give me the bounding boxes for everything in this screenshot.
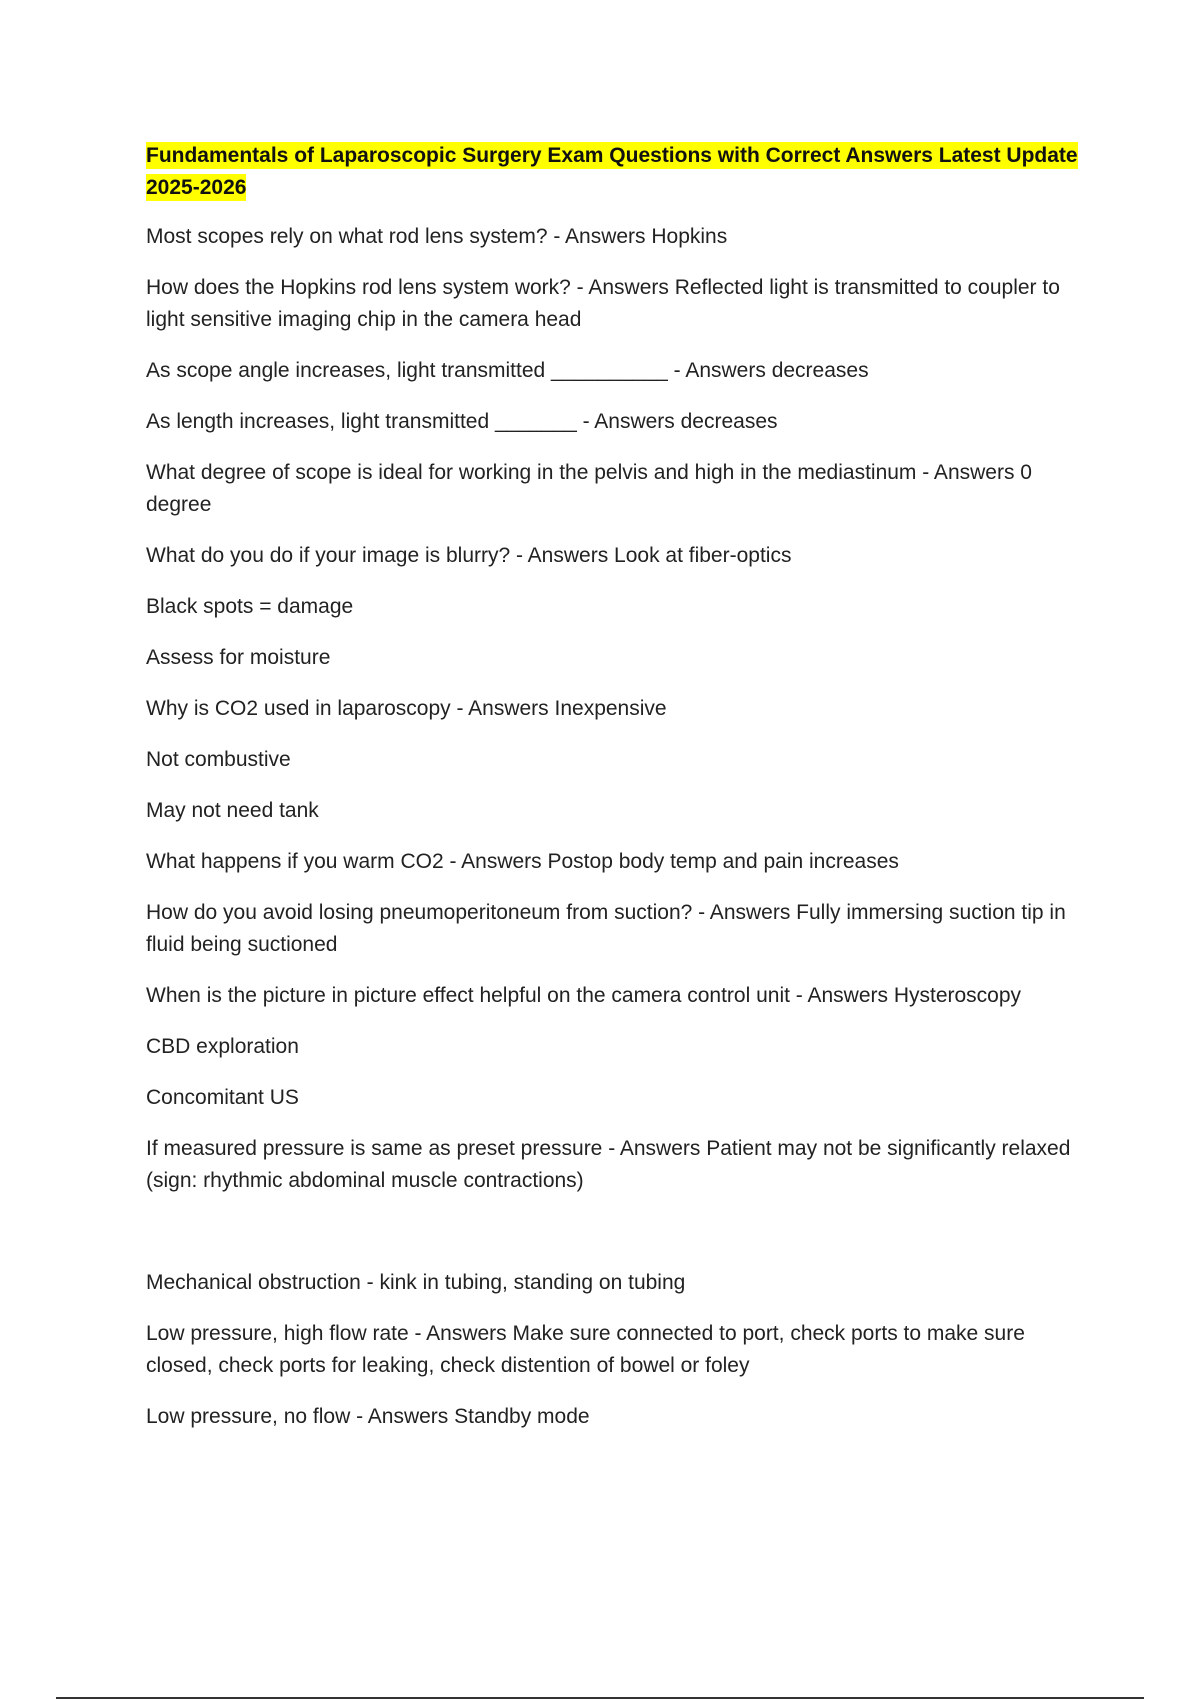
qa-paragraph: What do you do if your image is blurry? - Answers Look at fiber-optics	[146, 544, 792, 567]
qa-paragraph: Assess for moisture	[146, 646, 331, 669]
qa-paragraph: Mechanical obstruction - kink in tubing, standing on tubing	[146, 1271, 686, 1294]
qa-paragraph: What happens if you warm CO2 - Answers Postop body temp and pain increases	[146, 850, 899, 873]
qa-paragraph: Low pressure, no flow - Answers Standby mode	[146, 1405, 590, 1428]
document-title	[146, 140, 1086, 204]
qa-paragraph: Why is CO2 used in laparoscopy - Answers Inexpensive	[146, 697, 667, 720]
qa-paragraph: What degree of scope is ideal for working in the pelvis and high in the mediastinum - Answers 0 degree	[146, 461, 1038, 516]
qa-paragraph: Concomitant US	[146, 1086, 299, 1109]
qa-paragraph: As length increases, light transmitted _______ - Answers decreases	[146, 410, 778, 433]
qa-paragraph: How do you avoid losing pneumoperitoneum from suction? - Answers Fully immersing suction tip in fluid being suctioned	[146, 901, 1072, 956]
document-page	[146, 140, 1086, 1452]
qa-paragraph: As scope angle increases, light transmitted __________ - Answers decreases	[146, 359, 869, 382]
footer-divider	[56, 1697, 1144, 1699]
qa-paragraph: When is the picture in picture effect helpful on the camera control unit - Answers Hysteroscopy	[146, 984, 1022, 1007]
qa-paragraph: Most scopes rely on what rod lens system? - Answers Hopkins	[146, 225, 728, 248]
qa-paragraph: Black spots = damage	[146, 595, 354, 618]
qa-paragraph: May not need tank	[146, 799, 319, 822]
qa-paragraph: How does the Hopkins rod lens system work? - Answers Reflected light is transmitted to coupler to light sensitive imaging chip in the camera head	[146, 276, 1066, 331]
qa-paragraph: Low pressure, high flow rate - Answers Make sure connected to port, check ports to make sure closed, check ports for leaking, check distention of bowel or foley	[146, 1322, 1031, 1377]
qa-paragraph: Not combustive	[146, 748, 291, 771]
qa-paragraph: CBD exploration	[146, 1035, 299, 1058]
qa-paragraph: If measured pressure is same as preset pressure - Answers Patient may not be significantly relaxed (sign: rhythmic abdominal muscle contractions)	[146, 1137, 1077, 1192]
highlighted-title-text: Fundamentals of Laparoscopic Surgery Exam Questions with Correct Answers Latest Update 2025-2026	[146, 144, 1078, 199]
